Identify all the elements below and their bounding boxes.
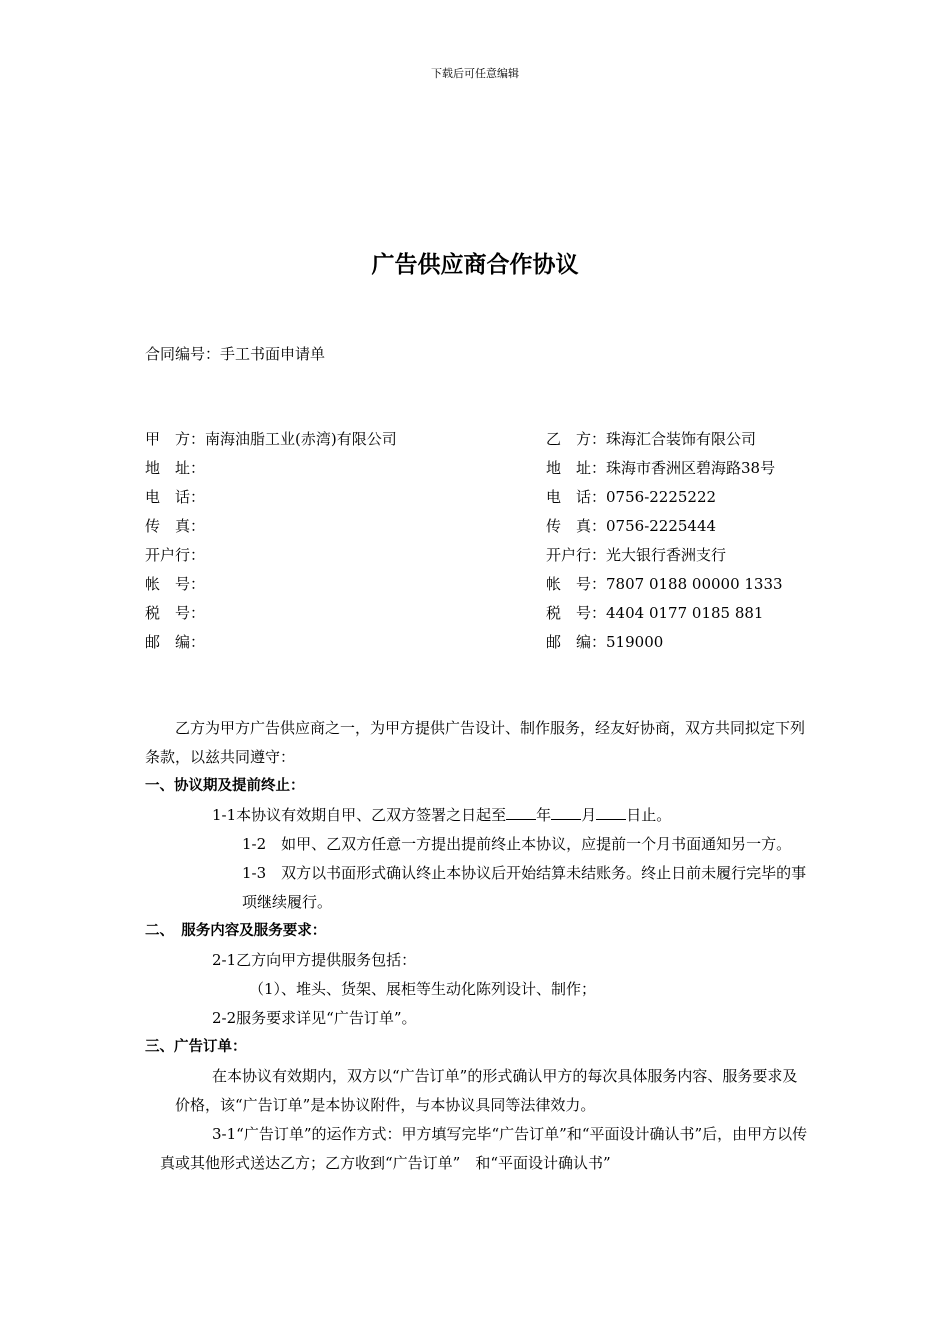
party-a-account-row [145,572,525,601]
month-blank [551,803,581,820]
party-b-address-row [546,456,846,485]
clause-1-1-text: 1-1本协议有效期自甲、乙双方签署之日起至 [212,806,507,824]
party-b-address-value: 珠海市香洲区碧海路38号 [606,459,776,477]
party-b-fax-row [546,514,846,543]
party-a-address-label: 地 址： [145,459,206,477]
header-note: 下载后可任意编辑 [431,67,519,80]
section-3-heading: 三、广告订单： [145,1039,247,1055]
party-b-name-label: 乙 方： [546,430,607,448]
section-1-heading: 一、协议期及提前终止： [145,778,305,794]
agreement-body [145,714,809,1178]
clause-2-1: 2-1乙方向甲方提供服务包括： [212,951,417,969]
party-a-phone-label: 电 话： [145,488,206,506]
party-b-account-value: 7807 0188 00000 1333 [606,575,783,593]
document-title: 广告供应商合作协议 [371,252,579,278]
party-a-tax-row [145,601,525,630]
year-blank [506,803,536,820]
party-b-address-label: 地 址： [546,459,607,477]
party-a-fax-label: 传 真： [145,517,206,535]
clause-1-3: 1-3 双方以书面形式确认终止本协议后开始结算未结账务。终止日前未履行完毕的事项继续履行。 [242,864,807,911]
clause-1-1-year: 年 [536,806,552,824]
party-b-name-row [546,427,846,456]
party-b-tax-row [546,601,846,630]
party-a-name-value: 南海油脂工业(赤湾)有限公司 [205,430,397,448]
party-a-account-label: 帐 号： [145,575,206,593]
party-b-bank-row [546,543,846,572]
clause-3-1: 3-1“广告订单”的运作方式：甲方填写完毕“广告订单”和“平面设计确认书”后，由甲方以传真或其他形式送达乙方；乙方收到“广告订单” 和“平面设计确认书” [160,1125,808,1172]
party-b-name-value: 珠海汇合装饰有限公司 [606,430,757,448]
party-b-info [546,427,846,659]
party-b-postcode-label: 邮 编： [546,633,607,651]
party-b-phone-value: 0756-2225222 [606,488,717,506]
party-a-fax-row [145,514,525,543]
clause-1-1-day: 日止。 [626,806,672,824]
clause-1-2: 1-2 如甲、乙双方任意一方提出提前终止本协议，应提前一个月书面通知另一方。 [242,835,792,853]
party-b-fax-label: 传 真： [546,517,607,535]
party-a-bank-row [145,543,525,572]
party-b-phone-row [546,485,846,514]
party-b-phone-label: 电 话： [546,488,607,506]
clause-1-1 [145,801,809,830]
clause-1-1-month: 月 [581,806,597,824]
party-a-phone-row [145,485,525,514]
party-a-info [145,427,525,659]
clause-2-1-item-1: （1）、堆头、货架、展柜等生动化陈列设计、制作； [249,980,597,998]
party-b-tax-label: 税 号： [546,604,607,622]
party-b-fax-value: 0756-2225444 [606,517,717,535]
party-b-bank-label: 开户行： [546,546,607,564]
section-3-paragraph: 在本协议有效期内，双方以“广告订单”的形式确认甲方的每次具体服务内容、服务要求及价格，该“广告订单”是本协议附件，与本协议具同等法律效力。 [175,1067,798,1114]
party-b-postcode-value: 519000 [606,633,664,651]
party-b-bank-value: 光大银行香洲支行 [606,546,727,564]
day-blank [596,803,626,820]
party-a-postcode-row [145,630,525,659]
party-b-account-row [546,572,846,601]
section-2-heading: 二、 服务内容及服务要求： [145,923,327,939]
contract-number: 合同编号：手工书面申请单 [145,345,326,363]
party-a-postcode-label: 邮 编： [145,633,206,651]
party-a-name-label: 甲 方： [145,430,206,448]
party-a-bank-label: 开户行： [145,546,206,564]
party-a-name-row [145,427,525,456]
party-b-postcode-row [546,630,846,659]
party-b-account-label: 帐 号： [546,575,607,593]
party-b-tax-value: 4404 0177 0185 881 [606,604,764,622]
party-a-tax-label: 税 号： [145,604,206,622]
intro-paragraph: 乙方为甲方广告供应商之一，为甲方提供广告设计、制作服务，经友好协商，双方共同拟定下列条款，以兹共同遵守： [145,719,806,766]
clause-2-2: 2-2服务要求详见“广告订单”。 [212,1009,417,1027]
party-a-address-row [145,456,525,485]
